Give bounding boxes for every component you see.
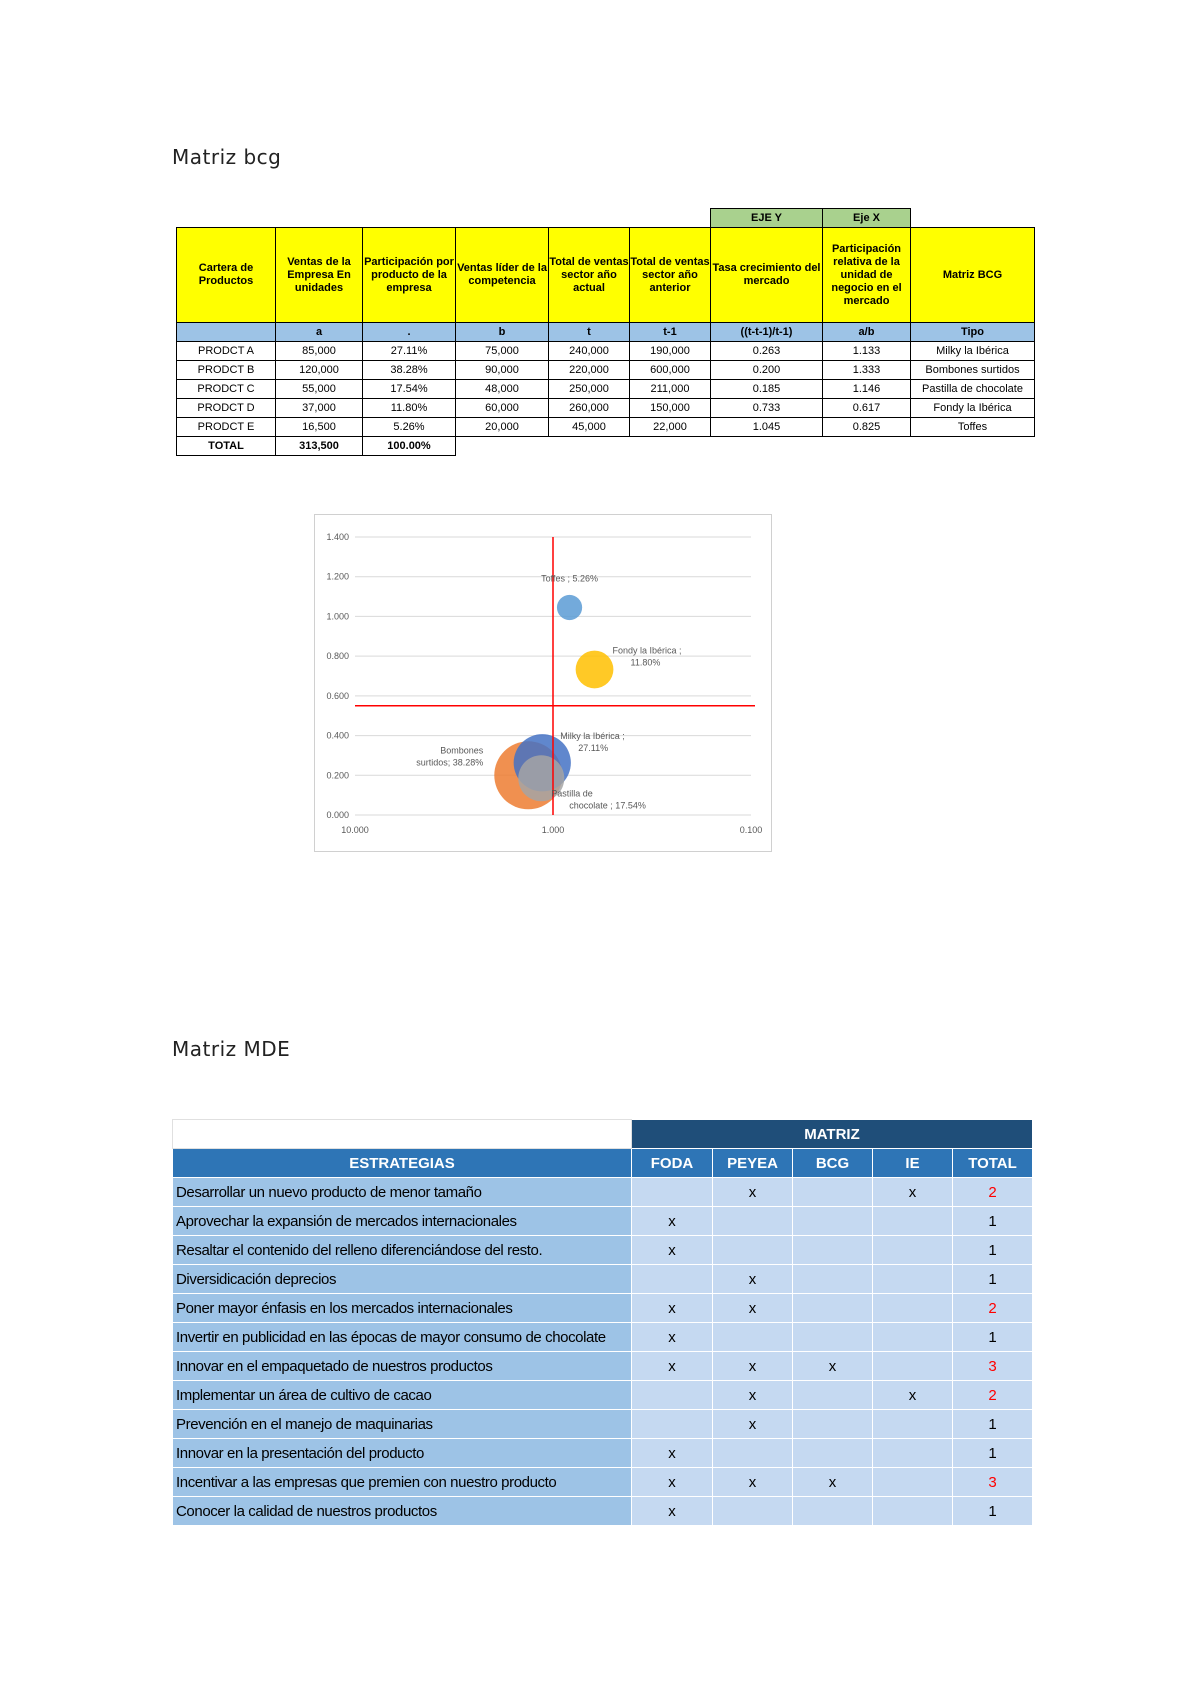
total-cell: 2 (953, 1381, 1033, 1410)
mark-cell (793, 1294, 873, 1323)
bcg-header-cell: Tasa crecimiento del mercado (711, 228, 823, 323)
mark-cell: x (793, 1468, 873, 1497)
bubble (576, 651, 614, 689)
mark-cell: x (632, 1439, 713, 1468)
bcg-cell: 16,500 (276, 418, 363, 437)
strategy-cell: Prevención en el manejo de maquinarias (173, 1410, 632, 1439)
table-row (177, 399, 1035, 418)
mark-cell (873, 1265, 953, 1294)
bcg-table (176, 208, 1035, 456)
empty-cell (456, 437, 549, 456)
strategy-cell: Innovar en el empaquetado de nuestros productos (173, 1352, 632, 1381)
mark-cell (793, 1323, 873, 1352)
total-cell: 1 (953, 1265, 1033, 1294)
bcg-cell: 85,000 (276, 342, 363, 361)
bcg-cell: Toffes (911, 418, 1035, 437)
mark-cell: x (873, 1381, 953, 1410)
total-cell: 2 (953, 1178, 1033, 1207)
bcg-subheader-cell: a (276, 323, 363, 342)
bcg-cell: 45,000 (549, 418, 630, 437)
bcg-cell: PRODCT D (177, 399, 276, 418)
table-row (173, 1410, 1033, 1439)
data-label: surtidos; 38.28% (416, 757, 484, 768)
y-tick-label: 1.000 (326, 611, 349, 622)
total-cell: 3 (953, 1352, 1033, 1381)
bcg-cell: PRODCT C (177, 380, 276, 399)
bcg-subheader-cell: Tipo (911, 323, 1035, 342)
bcg-header-cell: Total de ventas sector año anterior (630, 228, 711, 323)
bcg-header-cell: Cartera de Productos (177, 228, 276, 323)
bcg-subheader-cell: t (549, 323, 630, 342)
table-row (173, 1381, 1033, 1410)
bcg-header-cell: Total de ventas sector año actual (549, 228, 630, 323)
mark-cell: x (632, 1497, 713, 1526)
bcg-cell: 1.333 (823, 361, 911, 380)
mark-cell (793, 1236, 873, 1265)
bcg-cell: 75,000 (456, 342, 549, 361)
mde-corner (173, 1120, 632, 1149)
mark-cell (632, 1381, 713, 1410)
mark-cell (713, 1439, 793, 1468)
mark-cell (873, 1236, 953, 1265)
bcg-cell: 37,000 (276, 399, 363, 418)
table-row (177, 380, 1035, 399)
empty-cell (823, 437, 911, 456)
bcg-cell: 211,000 (630, 380, 711, 399)
bcg-cell: 60,000 (456, 399, 549, 418)
mark-cell (713, 1323, 793, 1352)
mark-cell: x (632, 1468, 713, 1497)
bcg-cell: 120,000 (276, 361, 363, 380)
data-label: Milky la Ibérica ; (560, 730, 625, 741)
bcg-cell: 0.617 (823, 399, 911, 418)
mark-cell (873, 1207, 953, 1236)
table-row (173, 1497, 1033, 1526)
mark-cell (632, 1410, 713, 1439)
eje-x-label: Eje X (823, 209, 911, 228)
bcg-cell: 38.28% (363, 361, 456, 380)
table-row (173, 1294, 1033, 1323)
bcg-cell: 22,000 (630, 418, 711, 437)
table-row (177, 342, 1035, 361)
total-cell: 1 (953, 1439, 1033, 1468)
bcg-cell: Milky la Ibérica (911, 342, 1035, 361)
data-label: Fondy la Ibérica ; (612, 645, 682, 656)
bcg-subheader-cell (177, 323, 276, 342)
mde-col-header: FODA (632, 1149, 713, 1178)
bcg-cell: PRODCT E (177, 418, 276, 437)
mark-cell: x (713, 1468, 793, 1497)
mark-cell (632, 1178, 713, 1207)
bcg-cell: 1.133 (823, 342, 911, 361)
bcg-total-cell: TOTAL (177, 437, 276, 456)
mark-cell (793, 1439, 873, 1468)
bcg-cell: 600,000 (630, 361, 711, 380)
x-tick-label: 0.100 (739, 825, 763, 835)
mde-col-header: TOTAL (953, 1149, 1033, 1178)
bcg-cell: 220,000 (549, 361, 630, 380)
bcg-cell: 190,000 (630, 342, 711, 361)
mark-cell: x (713, 1352, 793, 1381)
bubble (557, 595, 582, 620)
bcg-heading: Matriz bcg (172, 145, 282, 169)
mark-cell: x (632, 1352, 713, 1381)
bcg-cell: 20,000 (456, 418, 549, 437)
mark-cell (873, 1410, 953, 1439)
total-cell: 3 (953, 1468, 1033, 1497)
strategy-cell: Implementar un área de cultivo de cacao (173, 1381, 632, 1410)
table-row (173, 1236, 1033, 1265)
empty-cell (630, 437, 711, 456)
mark-cell: x (713, 1381, 793, 1410)
data-label: Toffes ; 5.26% (541, 573, 598, 584)
mde-group-header: MATRIZ (632, 1120, 1033, 1149)
mark-cell (793, 1207, 873, 1236)
bcg-subheader-cell: t-1 (630, 323, 711, 342)
data-label: 27.11% (578, 742, 609, 753)
strategy-cell: Resaltar el contenido del relleno diferenciándose del resto. (173, 1236, 632, 1265)
mark-cell: x (793, 1352, 873, 1381)
mark-cell (793, 1497, 873, 1526)
mark-cell (873, 1323, 953, 1352)
empty-cell (911, 437, 1035, 456)
y-tick-label: 1.200 (326, 571, 349, 582)
x-tick-label: 10.000 (341, 825, 369, 835)
mark-cell: x (632, 1294, 713, 1323)
bcg-subheader-cell: a/b (823, 323, 911, 342)
empty-cell (711, 437, 823, 456)
mark-cell (713, 1207, 793, 1236)
strategy-cell: Desarrollar un nuevo producto de menor tamaño (173, 1178, 632, 1207)
strategy-cell: Diversidicación deprecios (173, 1265, 632, 1294)
bcg-cell: Pastilla de chocolate (911, 380, 1035, 399)
total-cell: 1 (953, 1497, 1033, 1526)
mark-cell: x (713, 1178, 793, 1207)
bcg-subheader-cell: b (456, 323, 549, 342)
strategy-cell: Aprovechar la expansión de mercados internacionales (173, 1207, 632, 1236)
strategy-cell: Poner mayor énfasis en los mercados internacionales (173, 1294, 632, 1323)
data-label: chocolate ; 17.54% (569, 800, 646, 811)
strategy-cell: Conocer la calidad de nuestros productos (173, 1497, 632, 1526)
bcg-cell: 250,000 (549, 380, 630, 399)
bcg-cell: 55,000 (276, 380, 363, 399)
strategy-cell: Innovar en la presentación del producto (173, 1439, 632, 1468)
mark-cell (873, 1352, 953, 1381)
mark-cell: x (632, 1207, 713, 1236)
table-row (177, 361, 1035, 380)
table-row (173, 1323, 1033, 1352)
mde-heading: Matriz MDE (172, 1037, 291, 1061)
y-tick-label: 0.000 (326, 810, 349, 820)
bcg-header-cell: Participación relativa de la unidad de negocio en el mercado (823, 228, 911, 323)
data-label: Pastilla de (551, 788, 593, 799)
bcg-header-cell: Participación por producto de la empresa (363, 228, 456, 323)
table-row (177, 418, 1035, 437)
mark-cell (713, 1236, 793, 1265)
bcg-bubble-chart (314, 514, 772, 852)
total-cell: 1 (953, 1236, 1033, 1265)
mark-cell (793, 1265, 873, 1294)
bcg-cell: 0.733 (711, 399, 823, 418)
bcg-cell: 48,000 (456, 380, 549, 399)
bcg-cell: 150,000 (630, 399, 711, 418)
bcg-cell: 5.26% (363, 418, 456, 437)
mde-col-header: PEYEA (713, 1149, 793, 1178)
table-row (173, 1178, 1033, 1207)
bcg-subheader-cell: . (363, 323, 456, 342)
table-row (173, 1439, 1033, 1468)
total-cell: 1 (953, 1323, 1033, 1352)
empty-cell (549, 437, 630, 456)
bcg-cell: PRODCT A (177, 342, 276, 361)
mde-table (172, 1119, 1033, 1526)
strategy-cell: Incentivar a las empresas que premien con nuestro producto (173, 1468, 632, 1497)
bcg-cell: 240,000 (549, 342, 630, 361)
mark-cell (873, 1468, 953, 1497)
bcg-cell: 1.146 (823, 380, 911, 399)
bcg-header-cell: Ventas de la Empresa En unidades (276, 228, 363, 323)
mark-cell (713, 1497, 793, 1526)
mde-col-estrategias: ESTRATEGIAS (173, 1149, 632, 1178)
data-label: 11.80% (630, 657, 661, 668)
x-tick-label: 1.000 (541, 825, 565, 835)
table-row (173, 1207, 1033, 1236)
mark-cell (873, 1294, 953, 1323)
mark-cell (793, 1410, 873, 1439)
bcg-cell: 0.200 (711, 361, 823, 380)
table-row (173, 1468, 1033, 1497)
y-tick-label: 0.600 (326, 690, 349, 701)
total-cell: 1 (953, 1410, 1033, 1439)
bcg-header-cell: Ventas líder de la competencia (456, 228, 549, 323)
bcg-cell: 27.11% (363, 342, 456, 361)
bcg-cell: 17.54% (363, 380, 456, 399)
mark-cell: x (713, 1265, 793, 1294)
bcg-cell: 0.185 (711, 380, 823, 399)
bcg-total-cell: 313,500 (276, 437, 363, 456)
bcg-cell: PRODCT B (177, 361, 276, 380)
mark-cell: x (713, 1294, 793, 1323)
y-tick-label: 0.400 (326, 730, 349, 741)
y-tick-label: 0.200 (326, 770, 349, 781)
y-tick-label: 1.400 (326, 532, 349, 542)
mark-cell: x (632, 1236, 713, 1265)
mde-col-header: BCG (793, 1149, 873, 1178)
y-tick-label: 0.800 (326, 651, 349, 662)
bcg-total-cell: 100.00% (363, 437, 456, 456)
mark-cell (632, 1265, 713, 1294)
bcg-cell: 1.045 (711, 418, 823, 437)
mark-cell (793, 1178, 873, 1207)
bcg-header-cell: Matriz BCG (911, 228, 1035, 323)
total-cell: 2 (953, 1294, 1033, 1323)
mde-col-header: IE (873, 1149, 953, 1178)
strategy-cell: Invertir en publicidad en las épocas de mayor consumo de chocolate (173, 1323, 632, 1352)
bcg-cell: 260,000 (549, 399, 630, 418)
bcg-cell: Bombones surtidos (911, 361, 1035, 380)
bcg-cell: Fondy la Ibérica (911, 399, 1035, 418)
bcg-cell: 0.825 (823, 418, 911, 437)
eje-y-label: EJE Y (711, 209, 823, 228)
total-cell: 1 (953, 1207, 1033, 1236)
mark-cell: x (632, 1323, 713, 1352)
mark-cell (793, 1381, 873, 1410)
mark-cell (873, 1439, 953, 1468)
mark-cell: x (873, 1178, 953, 1207)
data-label: Bombones (440, 745, 484, 756)
bcg-cell: 0.263 (711, 342, 823, 361)
bcg-cell: 90,000 (456, 361, 549, 380)
bcg-subheader-cell: ((t-t-1)/t-1) (711, 323, 823, 342)
bcg-cell: 11.80% (363, 399, 456, 418)
mark-cell (873, 1497, 953, 1526)
table-row (173, 1265, 1033, 1294)
table-row (173, 1352, 1033, 1381)
mark-cell: x (713, 1410, 793, 1439)
